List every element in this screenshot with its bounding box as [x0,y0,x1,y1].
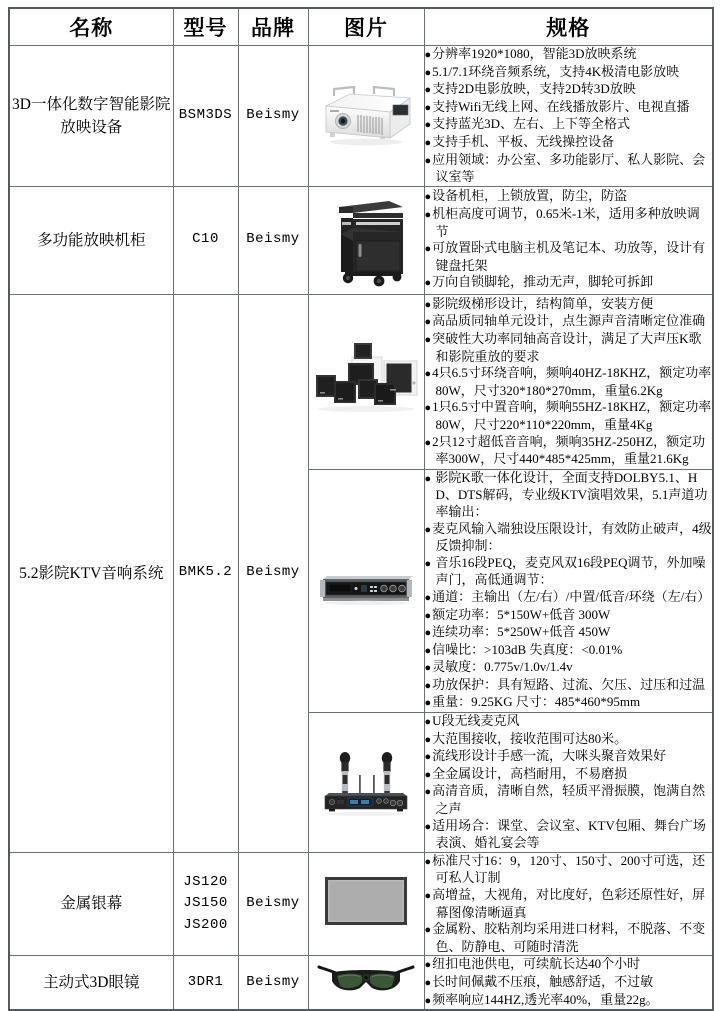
product-model: C10 [173,186,238,294]
spec-item: ● 连续功率：5*250W+低音 450W [425,624,713,642]
spec-item: ● 金属粉、胶粘剂均采用进口材料，不脱落、不变色、防静电、可随时清洗 [425,921,713,955]
spec-item: ● 标准尺寸16：9，120寸、150寸、200寸可选，还可私人订制 [425,853,713,887]
spec-item: ● 麦克风输入端独设压限设计，有效防止破声，4级反馈抑制： [425,521,713,555]
spec-item: ● 高品质同轴单元设计，点生源声音清晰定位准确 [425,313,713,331]
spec-item: ● 万向自锁脚轮，推动无声，脚轮可拆卸 [425,274,713,292]
spec-item: ● 全金属设计，高档耐用，不易磨损 [425,766,713,784]
spec-list [425,956,713,1009]
table-row [9,852,713,956]
spec-item: ● 4只6.5寸环绕音响，频响40HZ-18KHZ，额定功率80W，尺寸320*180*270mm，重量6.2Kg [425,365,713,399]
spec-item: ● 高清音质，清晰自然，轻质平滑振膜，饱满自然之声 [425,783,713,817]
product-model: BMK5.2 [173,294,238,852]
spec-item: ● 5.1/7.1环绕音频系统，支持4K极清电影放映 [425,64,713,82]
product-model [173,852,238,956]
model-line: JS120 [183,873,228,890]
spec-item: ● 支持蓝光3D、左右、上下等全格式 [425,116,713,134]
header-cell-model: 型号 [173,8,238,46]
spec-list [425,853,713,956]
spec-list [425,296,713,468]
spec-item: ● 可放置卧式电脑主机及笔记本、功放等，设计有键盘托架 [425,240,713,274]
product-image-cell [308,294,424,469]
product-brand: Beismy [238,852,308,956]
spec-item: ● 频率响应144HZ,透光率40%，重量22g。 [425,992,713,1010]
table-row [9,186,713,294]
table-header-row [9,8,713,46]
product-brand: Beismy [238,956,308,1010]
product-name: 多功能放映机柜 [9,186,173,294]
product-image-cell [308,956,424,1010]
projection-screen-photo [320,872,412,932]
model-line: JS200 [183,916,228,933]
spec-item: ● 影院K歌一体化设计，全面支持DOLBY5.1、HD、DTS解码，专业级KTV演唱效果，5.1声道功率输出： [425,470,713,521]
product-image-cell [308,469,424,712]
spec-item: ● 适用场合：课堂、会议室、KTV包厢、舞台广场表演、婚礼宴会等 [425,818,713,852]
product-name: 主动式3D眼镜 [9,956,173,1010]
product-spec-cell [424,186,713,294]
table-row [9,294,713,469]
spec-item: ● 2只12寸超低音音响，频响35HZ-250HZ，额定功率300W，尺寸440*485*425mm，重量21.6Kg [425,434,713,468]
product-spec-cell [424,469,713,712]
spec-item: ● 应用领域：办公室、多功能影厅、私人影院、会议室等 [425,152,713,186]
spec-item: ● 纽扣电池供电，可续航长达40个小时 [425,956,713,974]
av-amplifier-photo [313,567,419,609]
spec-item: ● 设备机柜，上锁放置，防尘，防盗 [425,188,713,206]
av-cart-cabinet-photo [323,189,409,287]
spec-item: ● 高增益，大视角，对比度好，色彩还原性好，屏幕图像清晰逼真 [425,887,713,921]
spec-item: ● 大范围接收，接收范围可达80米。 [425,731,713,749]
spec-item: ● 支持2D电影放映，支持2D转3D放映 [425,81,713,99]
spec-item: ● 分辨率1920*1080，智能3D放映系统 [425,46,713,64]
product-brand: Beismy [238,46,308,187]
table-row [9,956,713,1010]
model-line: JS150 [183,895,228,912]
spec-item: ● 突破性大功率同轴高音设计，满足了大声压K歌和影院重放的要求 [425,331,713,365]
spec-item: ● 机柜高度可调节，0.65米-1米，适用多种放映调节 [425,206,713,240]
header-cell-spec: 规格 [424,8,713,46]
spec-item: ● 支持Wifi无线上网、在线播放影片、电视直播 [425,99,713,117]
spec-item: ● 1只6.5寸中置音响，频响55HZ-18KHZ，额定功率80W，尺寸220*110*220mm，重量4Kg [425,399,713,433]
product-spec-sheet [0,7,720,1007]
product-spec-cell [424,713,713,853]
product-brand: Beismy [238,186,308,294]
header-cell-name: 名称 [9,8,173,46]
product-name: 5.2影院KTV音响系统 [9,294,173,852]
spec-item: ● 灵敏度：0.775v/1.0v/1.4v [425,659,713,677]
spec-list [425,46,713,186]
spec-item: ● 额定功率：5*150W+低音 300W [425,607,713,625]
spec-item: ● 信噪比：>103dB 失真度：<0.01% [425,642,713,660]
product-spec-cell [424,294,713,469]
spec-list [425,188,713,292]
spec-item: ● 音乐16段PEQ，麦克风双16段PEQ调节，外加噪声门，高低通调节： [425,555,713,589]
spec-item: ● 重量：9.25KG 尺寸：485*460*95mm [425,694,713,712]
spec-list [425,470,713,712]
product-spec-cell [424,852,713,956]
product-spec-table [8,7,714,1011]
table-row [9,46,713,187]
header-cell-brand: 品牌 [238,8,308,46]
product-spec-cell [424,46,713,187]
spec-item: ● 通道：主输出（左/右）/中置/低音/环绕（左/右） [425,589,713,607]
product-image-cell [308,186,424,294]
spec-item: ● 长时间佩戴不压痕，触感舒适，不过敏 [425,974,713,992]
product-name: 3D一体化数字智能影院放映设备 [9,46,173,187]
projector-photo [314,72,418,154]
product-image-cell [308,713,424,853]
spec-item: ● 支持手机、平板、无线操控设备 [425,134,713,152]
active-3d-glasses-photo [316,957,416,1003]
product-model: 3DR1 [173,956,238,1010]
spec-item: ● 流线形设计手感一流，大咪头聚音效果好 [425,748,713,766]
spec-list [425,713,713,852]
spec-item: ● U段无线麦克风 [425,713,713,731]
header-cell-image: 图片 [308,8,424,46]
product-model: BSM3DS [173,46,238,187]
product-brand: Beismy [238,294,308,852]
spec-item: ● 影院级梯形设计，结构简单，安装方便 [425,296,713,314]
product-spec-cell [424,956,713,1010]
product-name: 金属银幕 [9,852,173,956]
product-image-cell [308,46,424,187]
product-image-cell [308,852,424,956]
spec-item: ● 功放保护：具有短路、过流、欠压、过压和过温 [425,677,713,695]
speaker-set-photo [312,333,420,425]
wireless-microphone-set-photo [315,740,417,820]
